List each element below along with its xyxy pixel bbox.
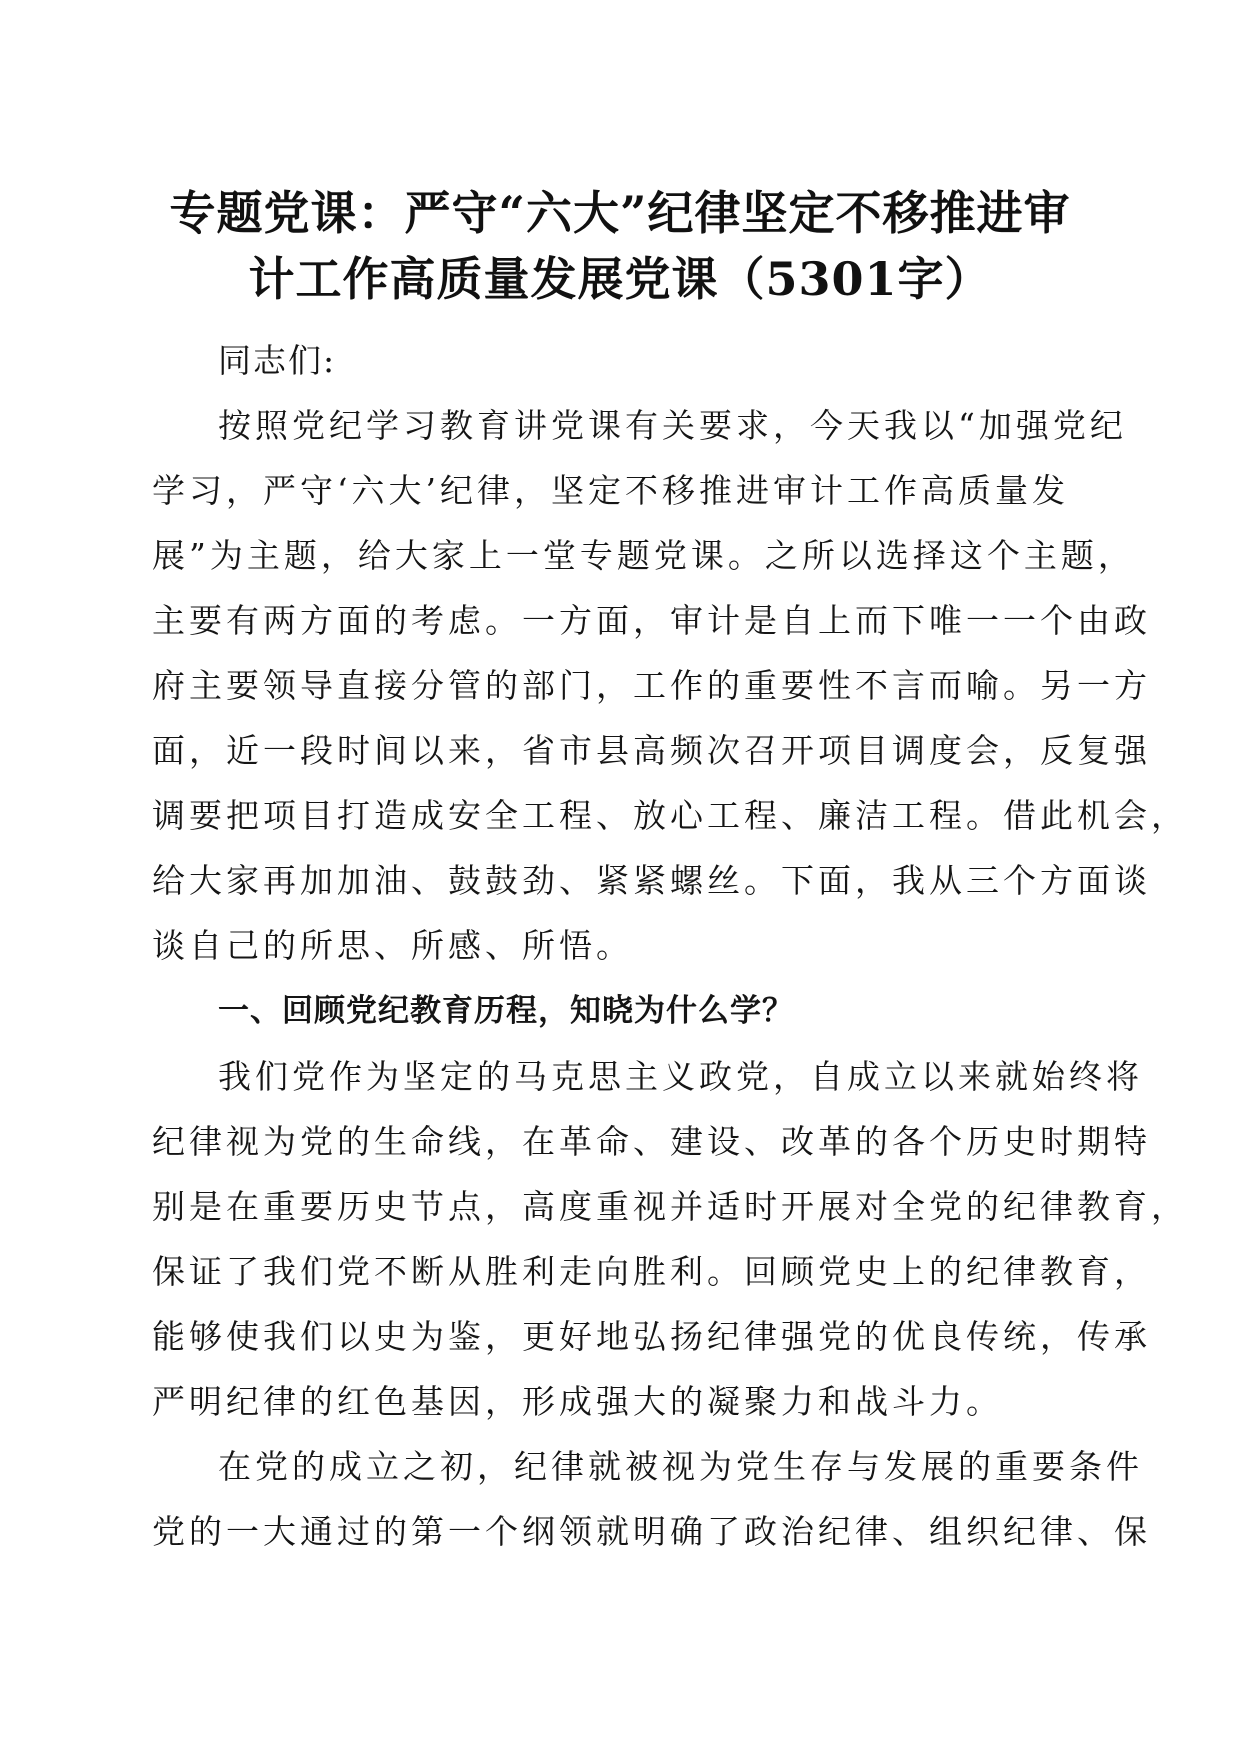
paragraph-line: 保证了我们党不断从胜利走向胜利。回顾党史上的纪律教育， xyxy=(152,1252,1151,1291)
paragraph-line: 我们党作为坚定的马克思主义政党，自成立以来就始终将 xyxy=(218,1057,1143,1096)
paragraph-3 xyxy=(152,1434,1151,1564)
title-line-2: 计工作高质量发展党课（5301字） xyxy=(248,252,992,306)
paragraph-line: 纪律视为党的生命线，在革命、建设、改革的各个历史时期特 xyxy=(152,1122,1151,1161)
paragraph-line: 学习，严守‘六大’纪律，坚定不移推进审计工作高质量发 xyxy=(152,471,1069,510)
paragraph-line: 展”为主题，给大家上一堂专题党课。之所以选择这个主题， xyxy=(152,536,1135,575)
paragraph-line: 府主要领导直接分管的部门，工作的重要性不言而喻。另一方 xyxy=(152,666,1151,705)
document-body xyxy=(152,328,1188,1564)
paragraph-line: 主要有两方面的考虑。一方面，审计是自上而下唯一一个由政 xyxy=(152,601,1151,640)
paragraph-line: 别是在重要历史节点，高度重视并适时开展对全党的纪律教育， xyxy=(152,1187,1188,1226)
paragraph-line: 谈自己的所思、所感、所悟。 xyxy=(152,926,633,965)
paragraph-line: 能够使我们以史为鉴，更好地弘扬纪律强党的优良传统，传承 xyxy=(152,1317,1151,1356)
section-heading-1: 一、回顾党纪教育历程，知晓为什么学？ xyxy=(218,993,794,1029)
paragraph-line: 严明纪律的红色基因，形成强大的凝聚力和战斗力。 xyxy=(152,1382,1003,1421)
paragraph-line: 给大家再加加油、鼓鼓劲、紧紧螺丝。下面，我从三个方面谈 xyxy=(152,861,1151,900)
paragraph-line: 党的一大通过的第一个纲领就明确了政治纪律、组织纪律、保 xyxy=(152,1512,1151,1551)
title-line-1: 专题党课：严守“六大”纪律坚定不移推进审 xyxy=(169,186,1071,240)
paragraph-line: 调要把项目打造成安全工程、放心工程、廉洁工程。借此机会， xyxy=(152,796,1188,835)
salutation: 同志们: xyxy=(218,341,337,380)
paragraph-line: 按照党纪学习教育讲党课有关要求，今天我以“加强党纪 xyxy=(218,406,1127,445)
paragraph-2 xyxy=(152,1044,1188,1434)
paragraph-1 xyxy=(152,393,1188,978)
document-title xyxy=(150,180,1090,312)
paragraph-line: 在党的成立之初，纪律就被视为党生存与发展的重要条件 xyxy=(218,1447,1143,1486)
paragraph-line: 面，近一段时间以来，省市县高频次召开项目调度会，反复强 xyxy=(152,731,1151,770)
